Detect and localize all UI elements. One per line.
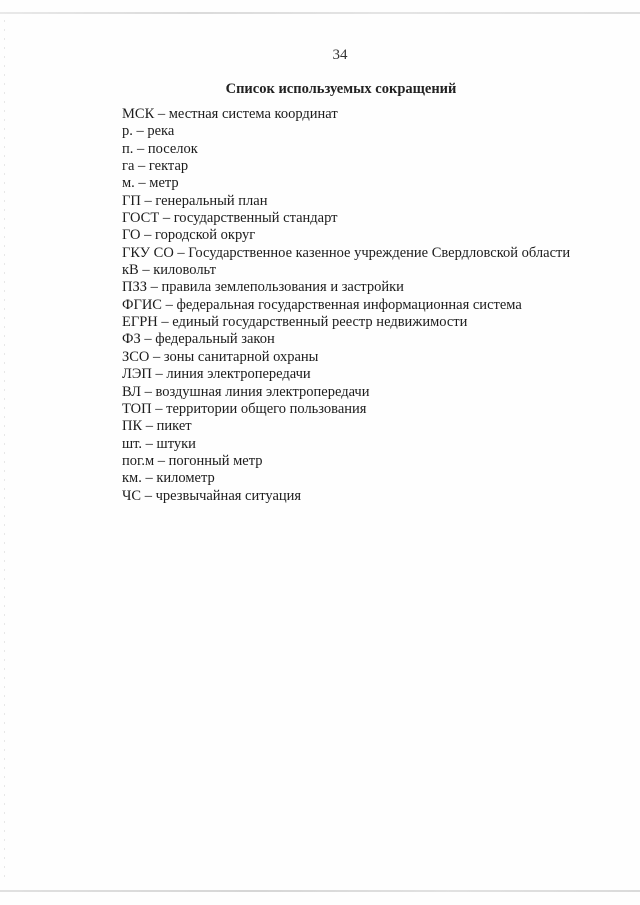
- abbreviation-item: м. – метр: [122, 175, 179, 192]
- abbreviation-item: ЧС – чрезвычайная ситуация: [122, 487, 302, 504]
- page-number: 34: [332, 47, 348, 63]
- abbreviation-item: км. – километр: [122, 470, 215, 487]
- abbreviation-item: ПК – пикет: [122, 418, 192, 435]
- abbreviation-item: ЗСО – зоны санитарной охраны: [122, 348, 319, 365]
- abbreviation-item: ФГИС – федеральная государственная информационная система: [122, 296, 522, 313]
- abbreviation-item: МСК – местная система координат: [122, 106, 338, 122]
- abbreviation-item: ГП – генеральный план: [122, 192, 268, 209]
- abbreviation-item: шт. – штуки: [122, 435, 196, 452]
- abbreviation-item: пог.м – погонный метр: [122, 452, 263, 469]
- scan-edge-top: [0, 12, 640, 14]
- abbreviation-item: ГКУ СО – Государственное казенное учреждение Свердловской области: [122, 244, 571, 261]
- abbreviation-item: р. – река: [122, 123, 175, 140]
- abbreviation-list: [122, 106, 570, 505]
- abbreviation-item: кВ – киловольт: [122, 262, 216, 279]
- scan-edge-left: [4, 20, 5, 880]
- abbreviation-item: ТОП – территории общего пользования: [122, 400, 367, 417]
- abbreviation-item: ГОСТ – государственный стандарт: [122, 210, 338, 227]
- abbreviation-item: га – гектар: [122, 158, 189, 175]
- page-title: Список используемых сокращений: [225, 81, 457, 97]
- abbreviation-item: ФЗ – федеральный закон: [122, 331, 275, 348]
- abbreviation-item: ЛЭП – линия электропередачи: [122, 366, 311, 383]
- abbreviation-item: п. – поселок: [122, 140, 198, 157]
- abbreviation-item: ВЛ – воздушная линия электропередачи: [122, 383, 370, 400]
- abbreviation-item: ЕГРН – единый государственный реестр недвижимости: [122, 314, 468, 331]
- scan-edge-bottom: [0, 890, 640, 892]
- abbreviation-item: ГО – городской округ: [122, 227, 256, 244]
- abbreviation-item: ПЗЗ – правила землепользования и застройки: [122, 279, 404, 296]
